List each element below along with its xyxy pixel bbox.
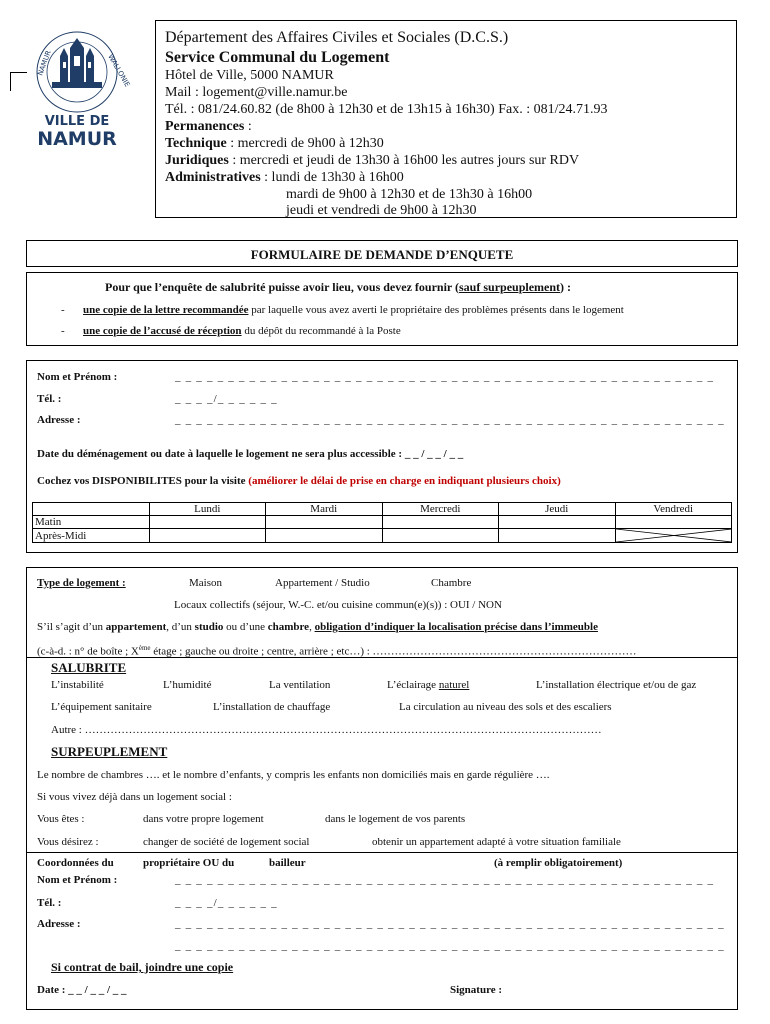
dispo-line [37, 474, 561, 488]
row-label-matin: Matin [33, 516, 150, 529]
city-logo [22, 26, 132, 160]
corner-mark [10, 72, 27, 91]
owner-address-field-2[interactable]: _ _ _ _ _ _ _ _ _ _ _ _ _ _ _ _ _ _ _ _ _ _ _ _ _ _ _ _ _ _ _ _ _ _ _ _ _ _ _ _ _ _ _ _ _ _ _ _ _ _ _ _ [175, 940, 725, 952]
type-label: Type de logement : [37, 577, 126, 589]
admin-value-2: mardi de 9h00 à 12h30 et de 13h30 à 16h00 [286, 187, 533, 202]
admin-line [165, 170, 404, 186]
svg-text:NAMUR: NAMUR [36, 49, 53, 77]
sil-chambre: chambre [267, 621, 310, 633]
desirez-opt2[interactable]: obtenir un appartement adapté à votre situation familiale [372, 836, 621, 848]
form-title-box [26, 240, 738, 267]
day-mercredi: Mercredi [382, 503, 499, 516]
cad-rest: étage ; gauche ou droite ; centre, arrière ; etc…) : ……………………………………………………………… [150, 645, 637, 658]
admin-value-3: jeudi et vendredi de 9h00 à 12h30 [286, 203, 477, 218]
owner-tel-label: Tél. : [37, 897, 62, 909]
desirez-label: Vous désirez : [37, 836, 99, 848]
date-field[interactable]: Date : _ _ / _ _ / _ _ [37, 984, 127, 996]
slot-vendredi-apres-midi-crossed [615, 529, 732, 543]
availability-corner [33, 503, 150, 516]
availability-row-apres-midi [33, 529, 732, 543]
desirez-opt1[interactable]: changer de société de logement social [143, 836, 310, 848]
name-field[interactable]: _ _ _ _ _ _ _ _ _ _ _ _ _ _ _ _ _ _ _ _ _ _ _ _ _ _ _ _ _ _ _ _ _ _ _ _ _ _ _ _ _ _ _ _ _ _ _ _ _ _ _ [175, 371, 715, 383]
slot-mercredi-apres-midi[interactable] [382, 529, 499, 543]
slot-lundi-matin[interactable] [149, 516, 266, 529]
sal-instabilite[interactable]: L’instabilité [51, 679, 104, 691]
etes-label: Vous êtes : [37, 813, 85, 825]
slot-vendredi-matin[interactable] [615, 516, 732, 529]
dept-line: Département des Affaires Civiles et Sociales (D.C.S.) [165, 29, 509, 46]
move-date-field[interactable]: Date du déménagement ou date à laquelle le logement ne sera plus accessible : _ _ / _ _ / _ _ [37, 448, 464, 460]
owner-address-label: Adresse : [37, 918, 81, 930]
permanences-label: Permanences [165, 119, 245, 134]
slot-jeudi-matin[interactable] [499, 516, 616, 529]
juridiques-line [165, 153, 579, 169]
sal-ventilation[interactable]: La ventilation [269, 679, 331, 691]
sil-obligation: obligation d’indiquer la localisation précise dans l’immeuble [314, 621, 598, 633]
name-label: Nom et Prénom : [37, 371, 118, 383]
opt-maison[interactable]: Maison [189, 577, 222, 589]
slot-mardi-matin[interactable] [266, 516, 383, 529]
opt-appartement[interactable]: Appartement / Studio [275, 577, 370, 589]
salubrite-title: SALUBRITE [51, 660, 127, 675]
sil-pre: S’il s’agit d’un [37, 621, 106, 633]
day-lundi: Lundi [149, 503, 266, 516]
technique-label: Technique [165, 136, 227, 151]
logo-line1: VILLE DE [44, 114, 110, 129]
availability-row-matin [33, 516, 732, 529]
sal-eclairage-naturel: naturel [438, 679, 470, 691]
intro-bullet-1: - [61, 304, 65, 316]
etes-opt2[interactable]: dans le logement de vos parents [325, 813, 466, 825]
coord-note: (à remplir obligatoirement) [494, 857, 623, 869]
form-title: FORMULAIRE DE DEMANDE D’ENQUETE [250, 247, 514, 262]
technique-line [165, 136, 384, 152]
header-box [155, 20, 737, 218]
intro-item-1 [83, 303, 624, 317]
owner-name-label: Nom et Prénom : [37, 874, 118, 886]
day-mardi: Mardi [266, 503, 383, 516]
row-label-apres-midi: Après-Midi [33, 529, 150, 543]
juridiques-label: Juridiques [165, 153, 229, 168]
sil-line [37, 620, 598, 634]
cross-out-icon [616, 529, 732, 542]
intro-item-2-underlined: une copie de l’accusé de réception [83, 325, 242, 337]
address-field[interactable]: _ _ _ _ _ _ _ _ _ _ _ _ _ _ _ _ _ _ _ _ _ _ _ _ _ _ _ _ _ _ _ _ _ _ _ _ _ _ _ _ _ _ _ _ _ _ _ _ _ _ _ _ [175, 414, 725, 426]
intro-item-2-rest: du dépôt du recommandé à la Poste [241, 325, 401, 337]
sil-appart: appartement [105, 621, 167, 633]
dispo-note: (améliorer le délai de prise en charge en indiquant plusieurs choix) [248, 475, 561, 487]
namur-seal-icon [22, 26, 132, 122]
slot-jeudi-apres-midi[interactable] [499, 529, 616, 543]
mail-line: Mail : logement@ville.namur.be [165, 85, 348, 100]
cad-pre: (c-à-d. : n° de boîte ; X [37, 645, 139, 658]
owner-name-field[interactable]: _ _ _ _ _ _ _ _ _ _ _ _ _ _ _ _ _ _ _ _ _ _ _ _ _ _ _ _ _ _ _ _ _ _ _ _ _ _ _ _ _ _ _ _ _ _ _ _ _ _ _ [175, 874, 715, 886]
intro-item-2 [83, 324, 401, 338]
intro-bullet-2: - [61, 325, 65, 337]
cad-sup: ème [138, 644, 151, 652]
dispo-label: Cochez vos DISPONIBILITES pour la visite [37, 475, 249, 487]
availability-header-row [33, 503, 732, 516]
tel-line: Tél. : 081/24.60.82 (de 8h00 à 12h30 et de 13h15 à 16h30) Fax. : 081/24.71.93 [165, 102, 608, 117]
svg-text:WALLONIE: WALLONIE [106, 53, 132, 89]
surp-line2: Si vous vivez déjà dans un logement social : [37, 791, 232, 803]
sal-eclairage-label: L’éclairage [387, 679, 439, 691]
coord-1: Coordonnées du [37, 857, 114, 869]
locaux-collectifs[interactable]: Locaux collectifs (séjour, W.-C. et/ou cuisine commun(e)(s)) : OUI / NON [174, 599, 502, 611]
surp-line1[interactable]: Le nombre de chambres …. et le nombre d’enfants, y compris les enfants non domiciliés mais en garde régulière …. [37, 769, 550, 781]
intro-heading [105, 280, 571, 294]
owner-address-field-1[interactable]: _ _ _ _ _ _ _ _ _ _ _ _ _ _ _ _ _ _ _ _ _ _ _ _ _ _ _ _ _ _ _ _ _ _ _ _ _ _ _ _ _ _ _ _ _ _ _ _ _ _ _ _ [175, 918, 725, 930]
housing-box [26, 567, 738, 1010]
sil-comma: , [309, 621, 315, 633]
coord-2: propriétaire OU du [143, 857, 235, 869]
availability-table [32, 502, 732, 543]
address-label: Adresse : [37, 414, 81, 426]
sal-eclairage[interactable] [387, 678, 469, 692]
localisation-field[interactable] [37, 641, 637, 659]
signature-label[interactable]: Signature : [450, 984, 503, 996]
day-vendredi: Vendredi [615, 503, 732, 516]
address-line: Hôtel de Ville, 5000 NAMUR [165, 68, 334, 83]
identity-box [26, 360, 738, 553]
tel-field[interactable]: _ _ _ _/_ _ _ _ _ _ [175, 393, 278, 405]
opt-chambre[interactable]: Chambre [431, 577, 472, 589]
slot-mardi-apres-midi[interactable] [266, 529, 383, 543]
tel-label: Tél. : [37, 393, 62, 405]
slot-mercredi-matin[interactable] [382, 516, 499, 529]
intro-heading-post: ) : [560, 280, 572, 294]
permanences-line [165, 119, 252, 135]
admin-label: Administratives [165, 170, 261, 185]
sal-autre[interactable]: Autre : …………………………………………………………………………………………………………………………… [51, 724, 602, 736]
sal-sanitaire[interactable]: L’équipement sanitaire [51, 701, 152, 713]
juridiques-value: : mercredi et jeudi de 13h30 à 16h00 les autres jours sur RDV [228, 153, 580, 168]
sil-mid: , d’un [166, 621, 195, 633]
sal-chauffage[interactable]: L’installation de chauffage [213, 701, 331, 713]
logo-line2: NAMUR [37, 128, 117, 150]
sal-humidite[interactable]: L’humidité [163, 679, 212, 691]
bail-note: Si contrat de bail, joindre une copie [51, 960, 234, 974]
divider-2 [27, 852, 737, 853]
sal-electrique[interactable]: L’installation électrique et/ou de gaz [536, 679, 697, 691]
coord-3: bailleur [269, 857, 306, 869]
intro-heading-pre: Pour que l’enquête de salubrité puisse avoir lieu, vous devez fournir ( [105, 280, 460, 294]
slot-lundi-apres-midi[interactable] [149, 529, 266, 543]
permanences-colon: : [244, 119, 252, 134]
technique-value: : mercredi de 9h00 à 12h30 [226, 136, 384, 151]
sal-circulation[interactable]: La circulation au niveau des sols et des escaliers [399, 701, 612, 713]
admin-value-1: : lundi de 13h30 à 16h00 [260, 170, 404, 185]
intro-box [26, 272, 738, 346]
day-jeudi: Jeudi [499, 503, 616, 516]
etes-opt1[interactable]: dans votre propre logement [143, 813, 264, 825]
sil-mid2: ou d’une [223, 621, 268, 633]
divider-1 [27, 657, 737, 658]
service-line: Service Communal du Logement [165, 49, 390, 66]
intro-item-1-rest: par laquelle vous avez averti le propriétaire des problèmes présents dans le logement [248, 304, 624, 316]
sil-studio: studio [194, 621, 224, 633]
intro-heading-underlined: sauf surpeuplement [459, 280, 561, 294]
intro-item-1-underlined: une copie de la lettre recommandée [83, 304, 249, 316]
owner-tel-field[interactable]: _ _ _ _/_ _ _ _ _ _ [175, 897, 278, 909]
surpeuplement-title: SURPEUPLEMENT [51, 744, 168, 759]
